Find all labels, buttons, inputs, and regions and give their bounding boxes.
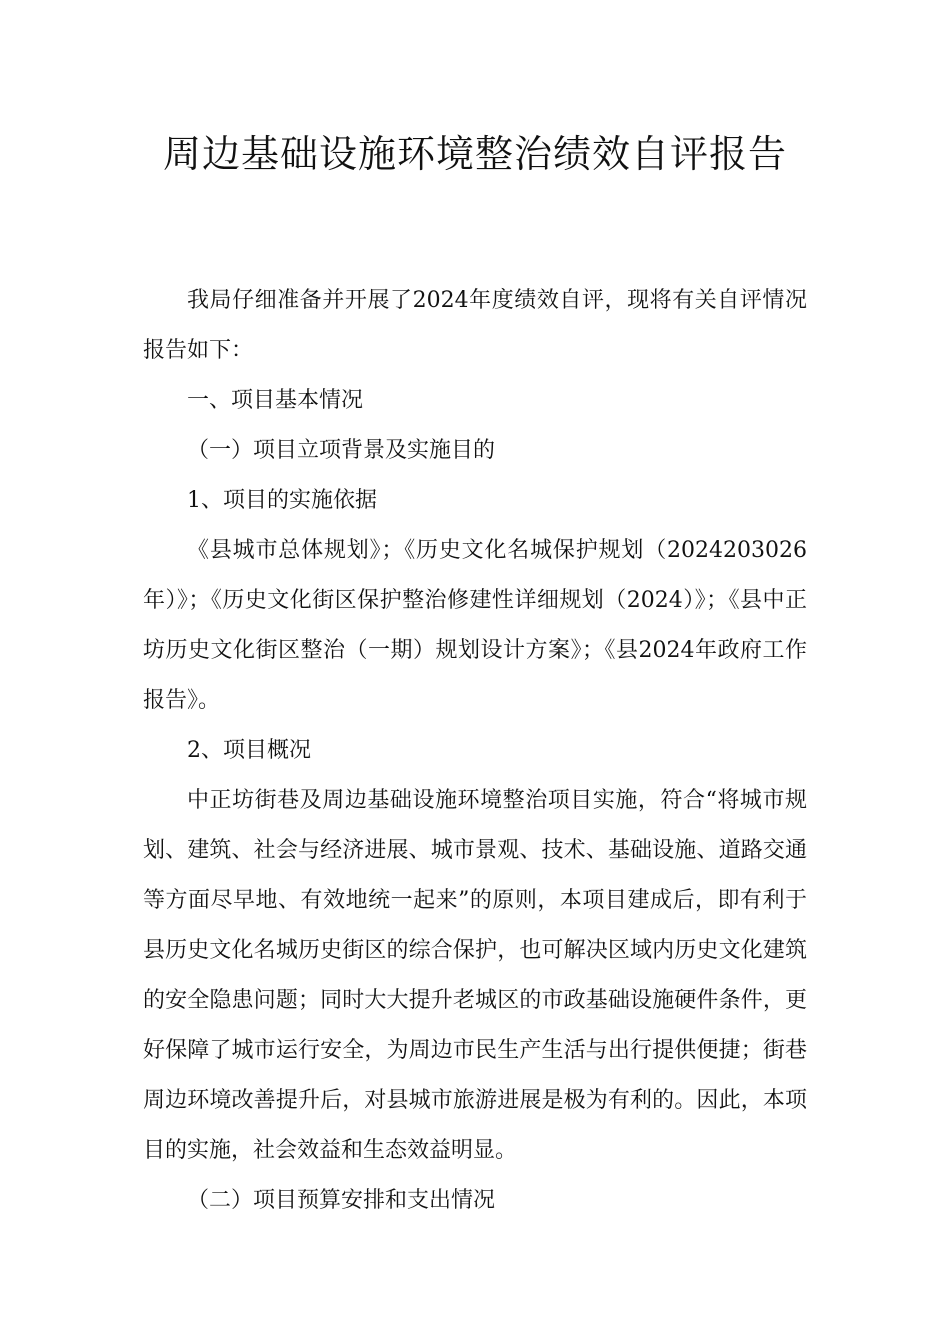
document-body [143, 276, 807, 1226]
overview-paragraph: 中正坊街巷及周边基础设施环境整治项目实施，符合“将城市规划、建筑、社会与经济进展、城市景观、技术、基础设施、道路交通等方面尽早地、有效地统一起来”的原则，本项目建成后，即有利于县历史文化名城历史街区的综合保护，也可解决区域内历史文化建筑的安全隐患问题；同时大大提升老城区的市政基础设施硬件条件，更好保障了城市运行安全，为周边市民生产生活与出行提供便捷；街巷周边环境改善提升后，对县城市旅游进展是极为有利的。因此，本项目的实施，社会效益和生态效益明显。 [143, 788, 807, 1163]
intro-paragraph: 我局仔细准备并开展了2024年度绩效自评，现将有关自评情况报告如下： [143, 288, 807, 363]
item-heading-2: 2、项目概况 [187, 738, 311, 763]
subsection-heading-2: （二）项目预算安排和支出情况 [187, 1188, 496, 1213]
item-heading-1: 1、项目的实施依据 [187, 488, 377, 513]
basis-paragraph: 《县城市总体规划》；《历史文化名城保护规划（2024203026年）》；《历史文化街区保护整治修建性详细规划（2024）》；《县中正坊历史文化街区整治（一期）规划设计方案》；《县2024年政府工作报告》。 [143, 538, 807, 713]
document-title: 周边基础设施环境整治绩效自评报告 [162, 132, 787, 176]
subsection-heading-1: （一）项目立项背景及实施目的 [187, 438, 496, 463]
section-heading-1: 一、项目基本情况 [187, 388, 364, 413]
